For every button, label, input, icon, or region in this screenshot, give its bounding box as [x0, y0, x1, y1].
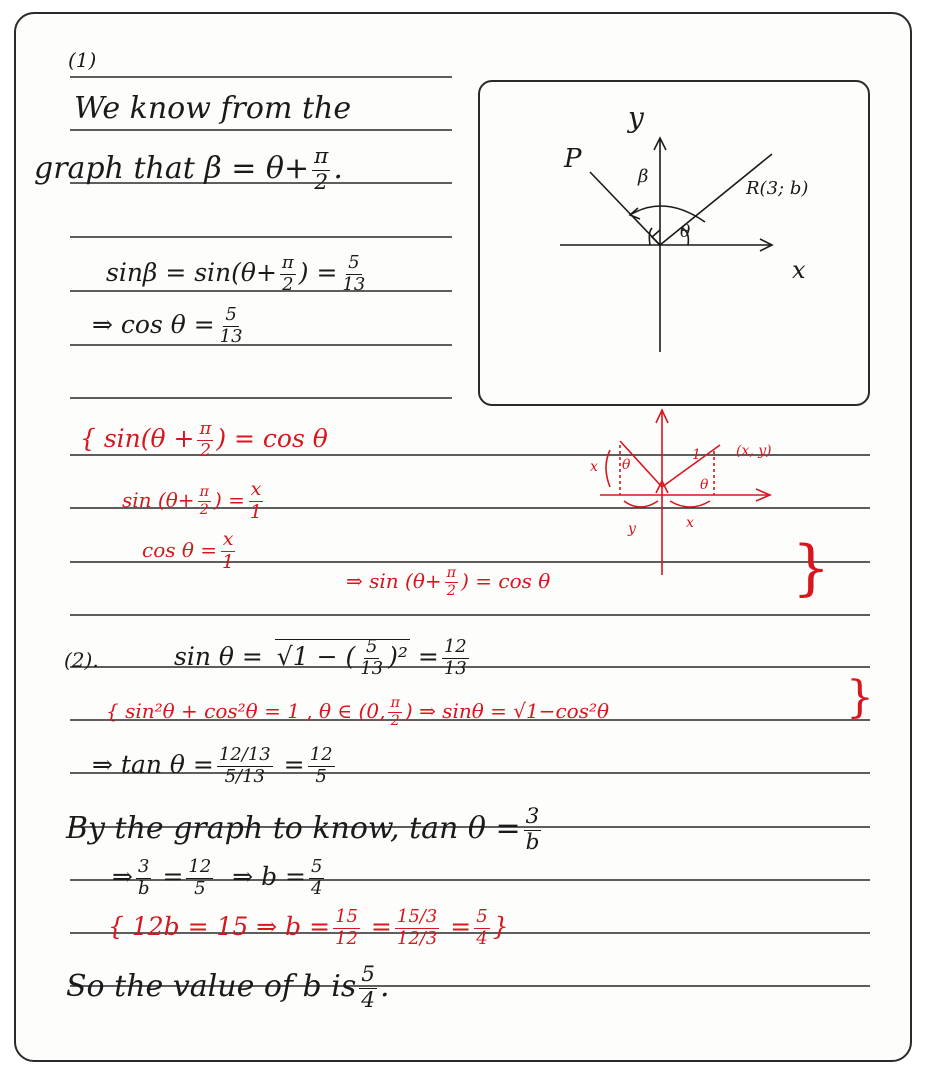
graph-r-label: R(3; b)	[746, 178, 809, 199]
sketch-theta-left: θ	[622, 457, 631, 473]
graph-beta-label: β	[638, 166, 649, 187]
graph-x-label: x	[792, 256, 806, 284]
solve-b: ⇒ $\frac{3}{b}$ = $\frac{12}{5}$ ⇒ b = $\frac{5}{4}$	[112, 856, 323, 899]
sketch-theta-right: θ	[700, 477, 709, 493]
part1-label: (1)	[68, 48, 97, 72]
cos-theta-equation: ⇒ cos θ = $\frac{5}{13}$	[92, 304, 243, 347]
by-graph-tan: By the graph to know, tan θ = $\frac{3}{b}$	[66, 804, 540, 855]
note-brace-close: }	[792, 533, 831, 603]
final-conclusion: So the value of b is $\frac{5}{4}$ .	[66, 962, 390, 1013]
tan-theta-equation: ⇒ tan θ = $\frac{12/13}{5/13}$ = $\frac{12}{5}$	[92, 744, 333, 787]
sketch-x-bottom: x	[686, 515, 694, 531]
part1-beta-relation: graph that β = θ+ $\frac{\pi}{2}$ .	[34, 144, 343, 195]
graph-y-label: y	[628, 101, 644, 134]
note-identity: { sin(θ + $\frac{\pi}{2}$ ) = cos θ	[80, 418, 328, 461]
graph-axes	[480, 82, 868, 404]
note-cos-x: cos θ = $\frac{x}{1}$	[142, 528, 235, 573]
part2-label: (2).	[64, 648, 99, 672]
note2-brace-close: }	[846, 672, 874, 723]
note-solve: { 12b = 15 ⇒ b = $\frac{15}{12}$ = $\frac{15/3}{12/3}$ = $\frac{5}{4}$ }	[108, 906, 509, 949]
sketch-x-left: x	[590, 459, 598, 475]
sketch-y-bottom: y	[628, 521, 636, 537]
graph-theta-label: θ	[680, 222, 691, 242]
sketch-xy-label: (x, y)	[736, 443, 772, 459]
note-conclusion: ⇒ sin (θ+ $\frac{\pi}{2}$ ) = cos θ	[346, 565, 551, 600]
sin-theta-equation: sin θ = √1 − ( $\frac{5}{13}$ )² = $\frac{12}{13}$	[174, 636, 467, 679]
note-pythagorean: { sin²θ + cos²θ = 1 , θ ∈ (0, $\frac{\pi}{2}$ ) ⇒ sinθ = √1−cos²θ	[106, 695, 610, 730]
unit-circle-graph	[478, 80, 870, 406]
part1-line1: We know from the	[74, 91, 352, 126]
sin-beta-equation: sinβ = sin(θ+ $\frac{\pi}{2}$ ) = $\frac{5}{13}$	[106, 252, 366, 295]
graph-p-label: P	[564, 144, 582, 174]
sketch-one: 1	[692, 447, 701, 463]
note-sin-x: sin (θ+ $\frac{\pi}{2}$ ) = $\frac{x}{1}$	[122, 478, 262, 523]
red-sketch	[580, 405, 790, 575]
